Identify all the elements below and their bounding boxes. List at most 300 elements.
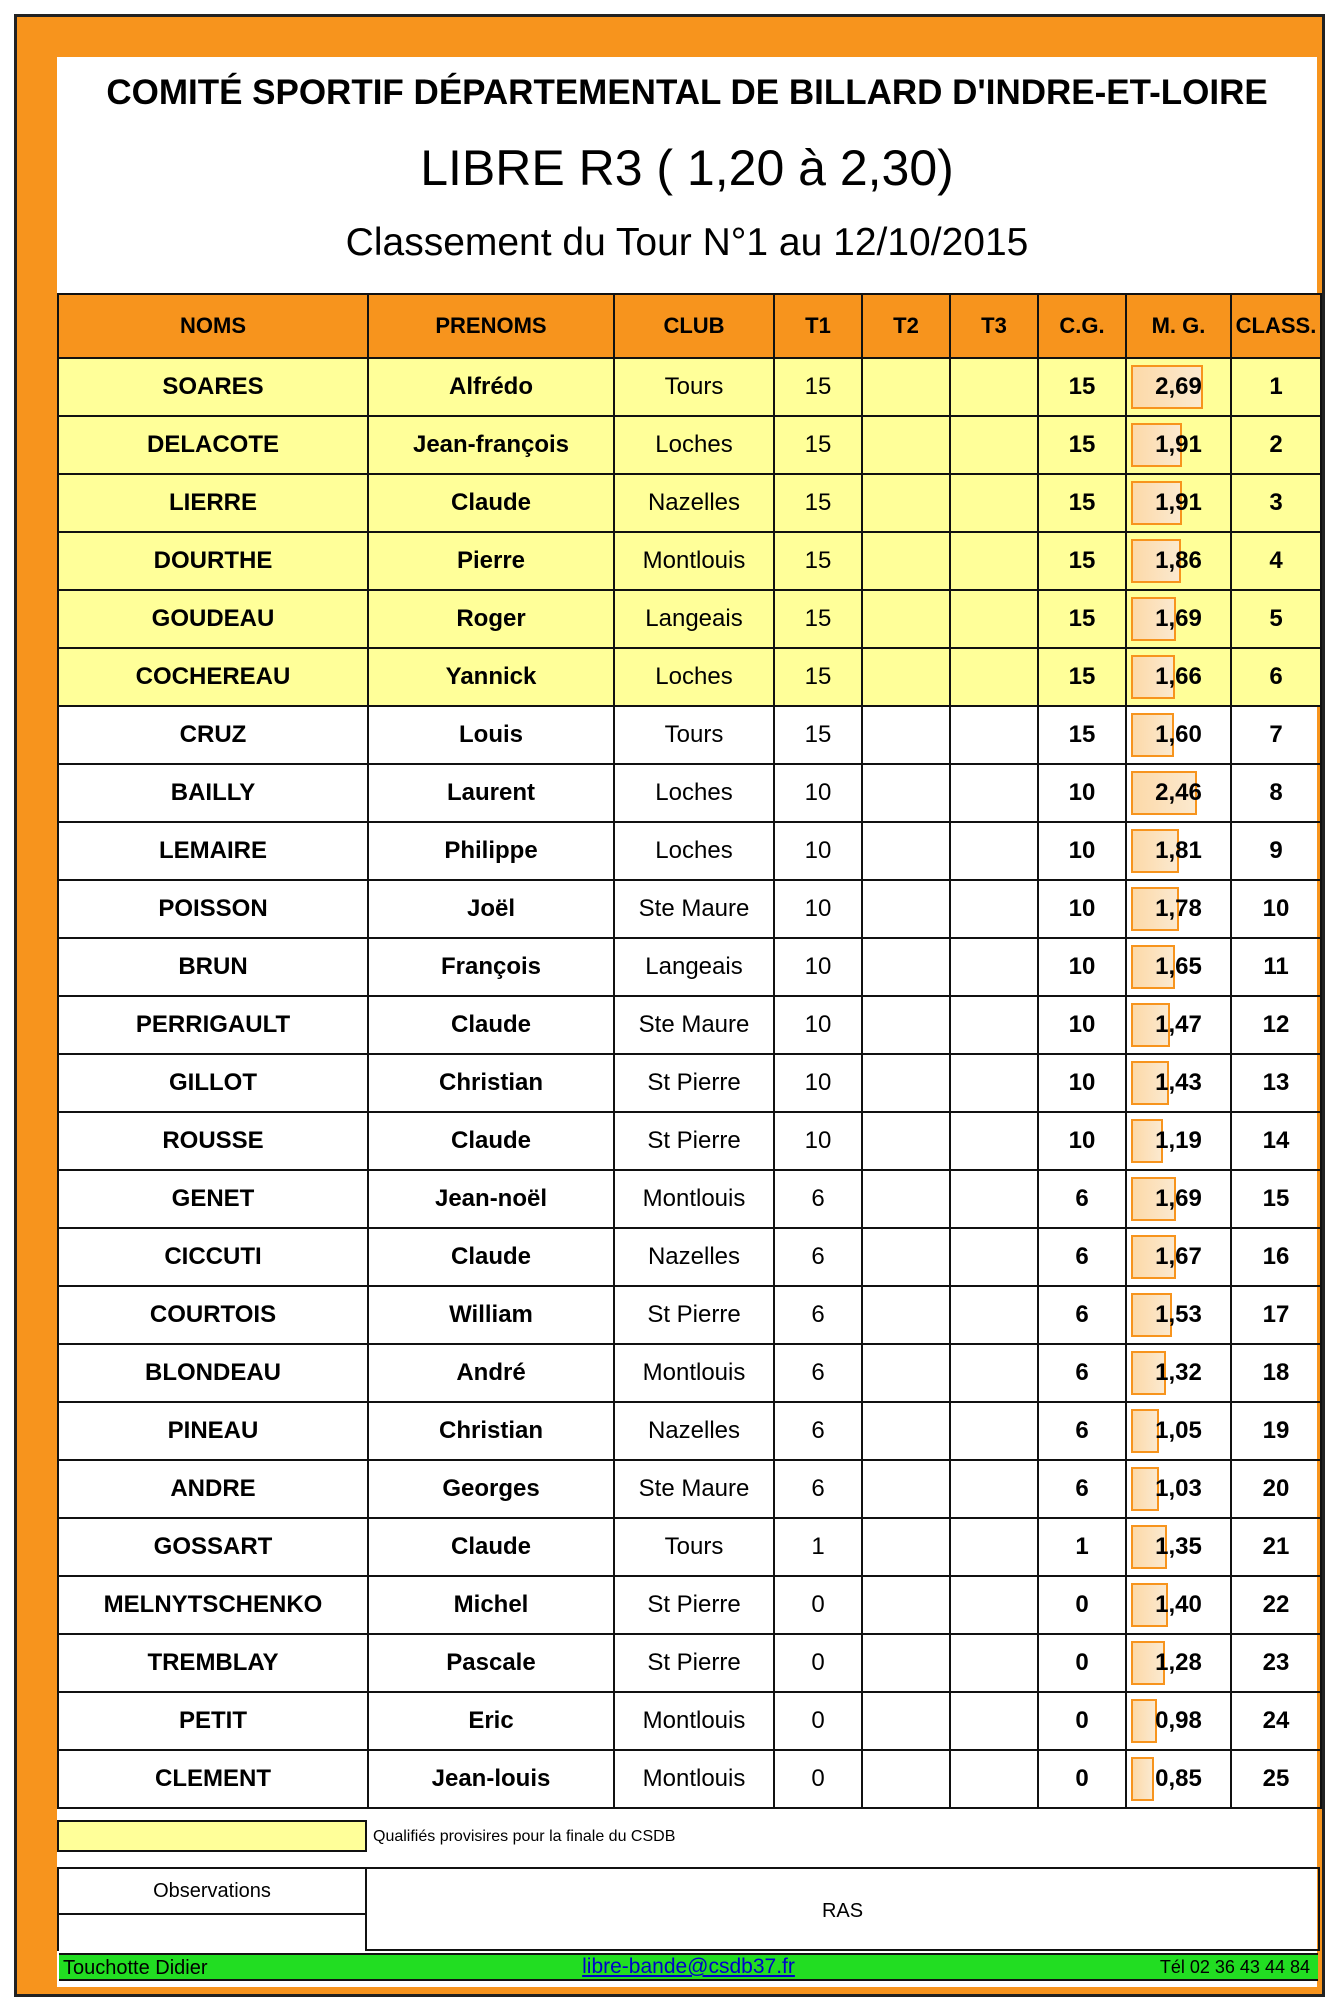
general-score: 6 — [1038, 1286, 1126, 1344]
general-score: 6 — [1038, 1402, 1126, 1460]
col-header-mg: M. G. — [1126, 294, 1231, 358]
tour1-score: 6 — [774, 1228, 862, 1286]
average-value: 1,66 — [1155, 663, 1202, 690]
rank: 19 — [1231, 1402, 1321, 1460]
table-row — [58, 358, 1321, 416]
player-last-name: BLONDEAU — [58, 1344, 368, 1402]
player-first-name: André — [368, 1344, 614, 1402]
player-first-name: Claude — [368, 1112, 614, 1170]
general-score: 0 — [1038, 1750, 1126, 1808]
player-first-name: Pascale — [368, 1634, 614, 1692]
general-average — [1126, 532, 1231, 590]
col-header-t1: T1 — [774, 294, 862, 358]
tour1-score: 10 — [774, 764, 862, 822]
table-row — [58, 1518, 1321, 1576]
table-row — [58, 1054, 1321, 1112]
tour2-score — [862, 532, 950, 590]
tour2-score — [862, 706, 950, 764]
player-club: Montlouis — [614, 532, 774, 590]
tour3-score — [950, 1460, 1038, 1518]
tour1-score: 10 — [774, 938, 862, 996]
average-value: 1,40 — [1155, 1591, 1202, 1618]
tour3-score — [950, 938, 1038, 996]
player-first-name: Philippe — [368, 822, 614, 880]
table-row — [58, 648, 1321, 706]
rank: 20 — [1231, 1460, 1321, 1518]
tour3-score — [950, 1170, 1038, 1228]
player-last-name: ROUSSE — [58, 1112, 368, 1170]
tour1-score: 1 — [774, 1518, 862, 1576]
tour1-score: 10 — [774, 996, 862, 1054]
rank: 3 — [1231, 474, 1321, 532]
player-last-name: PINEAU — [58, 1402, 368, 1460]
player-club: Nazelles — [614, 474, 774, 532]
tour3-score — [950, 1286, 1038, 1344]
general-average — [1126, 1402, 1231, 1460]
player-first-name: Louis — [368, 706, 614, 764]
player-club: Loches — [614, 648, 774, 706]
player-club: Montlouis — [614, 1750, 774, 1808]
tour3-score — [950, 532, 1038, 590]
table-row — [58, 1344, 1321, 1402]
tour2-score — [862, 1402, 950, 1460]
table-row — [58, 532, 1321, 590]
general-average — [1126, 1228, 1231, 1286]
rank: 8 — [1231, 764, 1321, 822]
player-club: Nazelles — [614, 1228, 774, 1286]
general-score: 10 — [1038, 938, 1126, 996]
player-first-name: Jean-françois — [368, 416, 614, 474]
player-club: St Pierre — [614, 1286, 774, 1344]
player-first-name: Michel — [368, 1576, 614, 1634]
general-average — [1126, 1286, 1231, 1344]
player-club: St Pierre — [614, 1112, 774, 1170]
rank: 6 — [1231, 648, 1321, 706]
general-average — [1126, 1692, 1231, 1750]
average-value: 1,35 — [1155, 1533, 1202, 1560]
table-row — [58, 416, 1321, 474]
tour1-score: 10 — [774, 822, 862, 880]
average-value: 1,81 — [1155, 837, 1202, 864]
rank: 9 — [1231, 822, 1321, 880]
table-row — [58, 474, 1321, 532]
average-data-bar — [1131, 1699, 1157, 1743]
footer-contact-name: Touchotte Didier — [63, 1957, 208, 1979]
rank: 16 — [1231, 1228, 1321, 1286]
tour3-score — [950, 764, 1038, 822]
rank: 11 — [1231, 938, 1321, 996]
rank: 22 — [1231, 1576, 1321, 1634]
tour2-score — [862, 880, 950, 938]
tour2-score — [862, 822, 950, 880]
player-first-name: William — [368, 1286, 614, 1344]
tour3-score — [950, 1402, 1038, 1460]
category-title: LIBRE R3 ( 1,20 à 2,30) — [420, 140, 954, 196]
player-first-name: Claude — [368, 996, 614, 1054]
player-club: Ste Maure — [614, 996, 774, 1054]
average-value: 1,05 — [1155, 1417, 1202, 1444]
tour1-score: 15 — [774, 590, 862, 648]
player-first-name: Roger — [368, 590, 614, 648]
tour2-score — [862, 938, 950, 996]
tour2-score — [862, 1576, 950, 1634]
tour3-score — [950, 416, 1038, 474]
table-row — [58, 1692, 1321, 1750]
tour2-score — [862, 474, 950, 532]
general-score: 10 — [1038, 764, 1126, 822]
tour2-score — [862, 1286, 950, 1344]
player-last-name: POISSON — [58, 880, 368, 938]
general-score: 10 — [1038, 1112, 1126, 1170]
average-value: 2,46 — [1155, 779, 1202, 806]
tour1-score: 6 — [774, 1286, 862, 1344]
player-first-name: Jean-louis — [368, 1750, 614, 1808]
general-average — [1126, 764, 1231, 822]
player-last-name: BAILLY — [58, 764, 368, 822]
general-score: 15 — [1038, 648, 1126, 706]
general-average — [1126, 358, 1231, 416]
tour1-score: 6 — [774, 1460, 862, 1518]
rank: 4 — [1231, 532, 1321, 590]
tour1-score: 0 — [774, 1750, 862, 1808]
table-row — [58, 1286, 1321, 1344]
tour3-score — [950, 880, 1038, 938]
qualified-legend-text: Qualifiés provisires pour la finale du CSDB — [373, 1828, 676, 1845]
player-last-name: DELACOTE — [58, 416, 368, 474]
general-average — [1126, 1634, 1231, 1692]
col-header-cg: C.G. — [1038, 294, 1126, 358]
player-club: St Pierre — [614, 1576, 774, 1634]
tour1-score: 0 — [774, 1692, 862, 1750]
average-value: 1,69 — [1155, 605, 1202, 632]
player-first-name: Claude — [368, 474, 614, 532]
average-value: 0,98 — [1155, 1707, 1202, 1734]
tour3-score — [950, 474, 1038, 532]
committee-title: COMITÉ SPORTIF DÉPARTEMENTAL DE BILLARD D'INDRE-ET-LOIRE — [106, 73, 1268, 112]
average-value: 1,47 — [1155, 1011, 1202, 1038]
general-score: 15 — [1038, 474, 1126, 532]
table-row — [58, 706, 1321, 764]
tour2-score — [862, 996, 950, 1054]
general-score: 6 — [1038, 1228, 1126, 1286]
tour2-score — [862, 1054, 950, 1112]
general-score: 10 — [1038, 1054, 1126, 1112]
player-last-name: DOURTHE — [58, 532, 368, 590]
tour1-score: 10 — [774, 1112, 862, 1170]
general-average — [1126, 1112, 1231, 1170]
general-score: 15 — [1038, 532, 1126, 590]
average-value: 0,85 — [1155, 1765, 1202, 1792]
col-header-t2: T2 — [862, 294, 950, 358]
general-average — [1126, 1750, 1231, 1808]
general-score: 15 — [1038, 706, 1126, 764]
tour3-score — [950, 1576, 1038, 1634]
player-club: Loches — [614, 764, 774, 822]
average-value: 1,91 — [1155, 489, 1202, 516]
rank: 17 — [1231, 1286, 1321, 1344]
col-header-t3: T3 — [950, 294, 1038, 358]
general-score: 0 — [1038, 1634, 1126, 1692]
table-row — [58, 1402, 1321, 1460]
col-header-club: CLUB — [614, 294, 774, 358]
player-last-name: CICCUTI — [58, 1228, 368, 1286]
rank: 24 — [1231, 1692, 1321, 1750]
footer-bar — [59, 1953, 1318, 1981]
player-club: Montlouis — [614, 1170, 774, 1228]
tour3-score — [950, 1228, 1038, 1286]
table-row — [58, 880, 1321, 938]
tour3-score — [950, 1750, 1038, 1808]
general-average — [1126, 1576, 1231, 1634]
general-score: 15 — [1038, 416, 1126, 474]
tour2-score — [862, 1228, 950, 1286]
table-row — [58, 1170, 1321, 1228]
tour3-score — [950, 590, 1038, 648]
general-score: 10 — [1038, 822, 1126, 880]
player-first-name: Claude — [368, 1228, 614, 1286]
player-club: St Pierre — [614, 1054, 774, 1112]
tour1-score: 15 — [774, 416, 862, 474]
table-row — [58, 938, 1321, 996]
player-first-name: Pierre — [368, 532, 614, 590]
average-value: 1,60 — [1155, 721, 1202, 748]
player-first-name: Yannick — [368, 648, 614, 706]
tour1-score: 15 — [774, 358, 862, 416]
tour2-score — [862, 648, 950, 706]
table-row — [58, 1750, 1321, 1808]
player-last-name: GENET — [58, 1170, 368, 1228]
player-first-name: Christian — [368, 1054, 614, 1112]
rank: 14 — [1231, 1112, 1321, 1170]
rank: 12 — [1231, 996, 1321, 1054]
page-frame — [14, 14, 1325, 1997]
table-row — [58, 590, 1321, 648]
general-average — [1126, 648, 1231, 706]
observations-label: Observations — [57, 1867, 367, 1915]
tour2-score — [862, 1634, 950, 1692]
tour2-score — [862, 1344, 950, 1402]
player-club: Loches — [614, 416, 774, 474]
player-last-name: ANDRE — [58, 1460, 368, 1518]
tour1-score: 15 — [774, 474, 862, 532]
average-value: 1,78 — [1155, 895, 1202, 922]
tour3-score — [950, 996, 1038, 1054]
general-average — [1126, 706, 1231, 764]
rank: 2 — [1231, 416, 1321, 474]
rank: 21 — [1231, 1518, 1321, 1576]
average-value: 1,67 — [1155, 1243, 1202, 1270]
tour3-score — [950, 648, 1038, 706]
tour1-score: 10 — [774, 1054, 862, 1112]
tour3-score — [950, 1112, 1038, 1170]
general-score: 10 — [1038, 996, 1126, 1054]
average-value: 1,19 — [1155, 1127, 1202, 1154]
average-value: 1,91 — [1155, 431, 1202, 458]
table-row — [58, 822, 1321, 880]
table-row — [58, 1576, 1321, 1634]
tour3-score — [950, 1634, 1038, 1692]
general-score: 10 — [1038, 880, 1126, 938]
tour2-score — [862, 358, 950, 416]
general-average — [1126, 938, 1231, 996]
tour1-score: 15 — [774, 532, 862, 590]
player-first-name: Christian — [368, 1402, 614, 1460]
average-value: 1,03 — [1155, 1475, 1202, 1502]
player-club: Tours — [614, 358, 774, 416]
ranking-table — [57, 293, 1322, 1809]
general-average — [1126, 1054, 1231, 1112]
rank: 10 — [1231, 880, 1321, 938]
observations-label-spacer — [57, 1915, 367, 1951]
footer-email-link[interactable]: libre-bande@csdb37.fr — [582, 1955, 795, 1978]
player-last-name: PERRIGAULT — [58, 996, 368, 1054]
player-first-name: Claude — [368, 1518, 614, 1576]
tour3-score — [950, 1692, 1038, 1750]
general-score: 0 — [1038, 1576, 1126, 1634]
player-last-name: GOSSART — [58, 1518, 368, 1576]
general-score: 0 — [1038, 1692, 1126, 1750]
col-header-prenoms: PRENOMS — [368, 294, 614, 358]
average-value: 1,69 — [1155, 1185, 1202, 1212]
tour1-score: 6 — [774, 1402, 862, 1460]
average-value: 2,69 — [1155, 373, 1202, 400]
general-score: 6 — [1038, 1170, 1126, 1228]
player-last-name: COURTOIS — [58, 1286, 368, 1344]
player-last-name: SOARES — [58, 358, 368, 416]
tour1-score: 0 — [774, 1576, 862, 1634]
rank: 13 — [1231, 1054, 1321, 1112]
player-club: Montlouis — [614, 1692, 774, 1750]
general-average — [1126, 1518, 1231, 1576]
tour3-score — [950, 1054, 1038, 1112]
general-average — [1126, 1170, 1231, 1228]
player-last-name: TREMBLAY — [58, 1634, 368, 1692]
general-average — [1126, 1344, 1231, 1402]
tour3-score — [950, 1518, 1038, 1576]
average-data-bar — [1131, 1757, 1154, 1801]
footer-phone: Tél 02 36 43 44 84 — [1159, 1957, 1310, 1977]
tour3-score — [950, 1344, 1038, 1402]
tour2-score — [862, 1170, 950, 1228]
player-last-name: LEMAIRE — [58, 822, 368, 880]
tour1-score: 6 — [774, 1344, 862, 1402]
player-first-name: Laurent — [368, 764, 614, 822]
general-average — [1126, 590, 1231, 648]
general-score: 15 — [1038, 358, 1126, 416]
average-value: 1,43 — [1155, 1069, 1202, 1096]
player-first-name: Joël — [368, 880, 614, 938]
player-last-name: GILLOT — [58, 1054, 368, 1112]
tour1-score: 0 — [774, 1634, 862, 1692]
player-club: Langeais — [614, 590, 774, 648]
tour2-score — [862, 1518, 950, 1576]
player-club: Ste Maure — [614, 1460, 774, 1518]
player-last-name: MELNYTSCHENKO — [58, 1576, 368, 1634]
tour3-score — [950, 706, 1038, 764]
rank: 5 — [1231, 590, 1321, 648]
general-score: 6 — [1038, 1460, 1126, 1518]
tour2-score — [862, 1460, 950, 1518]
general-average — [1126, 416, 1231, 474]
general-average — [1126, 996, 1231, 1054]
player-first-name: Jean-noël — [368, 1170, 614, 1228]
general-average — [1126, 822, 1231, 880]
rank: 1 — [1231, 358, 1321, 416]
player-last-name: GOUDEAU — [58, 590, 368, 648]
player-last-name: CRUZ — [58, 706, 368, 764]
tour2-score — [862, 1692, 950, 1750]
player-first-name: Georges — [368, 1460, 614, 1518]
rank: 7 — [1231, 706, 1321, 764]
average-value: 1,28 — [1155, 1649, 1202, 1676]
player-last-name: LIERRE — [58, 474, 368, 532]
general-score: 6 — [1038, 1344, 1126, 1402]
player-club: Ste Maure — [614, 880, 774, 938]
tour2-score — [862, 1112, 950, 1170]
col-header-class: CLASS. — [1231, 294, 1321, 358]
player-last-name: COCHEREAU — [58, 648, 368, 706]
player-first-name: Eric — [368, 1692, 614, 1750]
table-header-row — [58, 294, 1321, 358]
tour2-score — [862, 764, 950, 822]
average-value: 1,32 — [1155, 1359, 1202, 1386]
tour2-score — [862, 590, 950, 648]
rank: 15 — [1231, 1170, 1321, 1228]
player-club: Tours — [614, 706, 774, 764]
general-average — [1126, 880, 1231, 938]
table-row — [58, 1634, 1321, 1692]
col-header-noms: NOMS — [58, 294, 368, 358]
player-club: Nazelles — [614, 1402, 774, 1460]
player-club: Montlouis — [614, 1344, 774, 1402]
qualified-legend-swatch — [57, 1820, 367, 1852]
general-average — [1126, 474, 1231, 532]
table-row — [58, 1228, 1321, 1286]
ranking-subtitle: Classement du Tour N°1 au 12/10/2015 — [345, 221, 1029, 264]
general-score: 1 — [1038, 1518, 1126, 1576]
player-last-name: CLEMENT — [58, 1750, 368, 1808]
tour3-score — [950, 358, 1038, 416]
general-average — [1126, 1460, 1231, 1518]
tour2-score — [862, 416, 950, 474]
rank: 25 — [1231, 1750, 1321, 1808]
general-score: 15 — [1038, 590, 1126, 648]
tour3-score — [950, 822, 1038, 880]
player-club: Loches — [614, 822, 774, 880]
average-value: 1,53 — [1155, 1301, 1202, 1328]
table-row — [58, 1112, 1321, 1170]
player-first-name: Alfrédo — [368, 358, 614, 416]
tour1-score: 6 — [774, 1170, 862, 1228]
average-value: 1,86 — [1155, 547, 1202, 574]
table-row — [58, 1460, 1321, 1518]
table-row — [58, 764, 1321, 822]
tour2-score — [862, 1750, 950, 1808]
player-last-name: PETIT — [58, 1692, 368, 1750]
tour1-score: 15 — [774, 648, 862, 706]
player-last-name: BRUN — [58, 938, 368, 996]
player-first-name: François — [368, 938, 614, 996]
sheet — [57, 57, 1317, 1987]
average-value: 1,65 — [1155, 953, 1202, 980]
player-club: Langeais — [614, 938, 774, 996]
table-row — [58, 996, 1321, 1054]
observations-value: RAS — [367, 1867, 1320, 1951]
rank: 23 — [1231, 1634, 1321, 1692]
player-club: St Pierre — [614, 1634, 774, 1692]
player-club: Tours — [614, 1518, 774, 1576]
tour1-score: 15 — [774, 706, 862, 764]
